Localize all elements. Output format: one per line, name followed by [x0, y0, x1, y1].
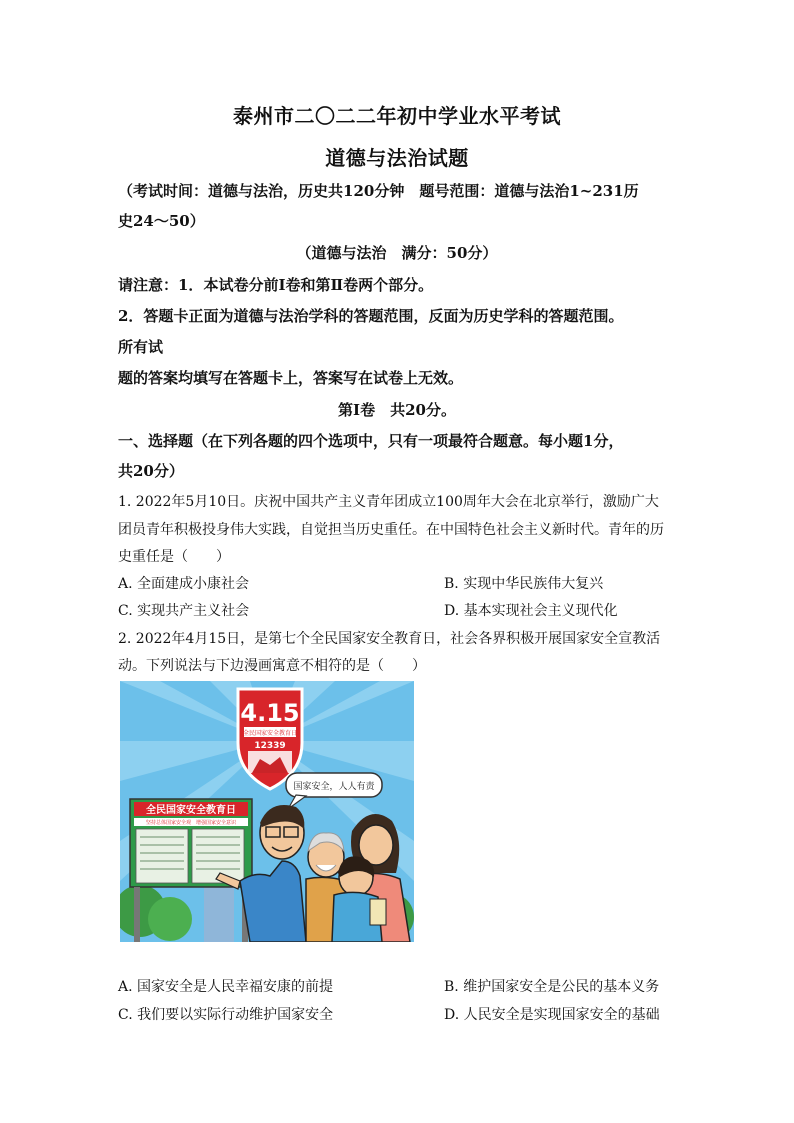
section-heading-line-1: 一、选择题（在下列各题的四个选项中，只有一项最符合题意。每小题1分，: [118, 432, 624, 450]
question-1-option-b: B. 实现中华民族伟大复兴: [444, 576, 604, 592]
board-title: 全民国家安全教育日: [146, 805, 236, 816]
part-title: 第Ⅰ卷 共20分。: [338, 401, 456, 419]
question-1-option-c: C. 实现共产主义社会: [118, 603, 250, 619]
notice-line-3: 所有试: [118, 338, 164, 356]
speech-bubble-text: 国家安全，人人有责: [293, 782, 375, 792]
question-1-line-1: 1. 2022年5月10日。庆祝中国共产主义青年团成立100周年大会在北京举行，激励广大: [118, 494, 659, 510]
board-subtitle: 坚持总体国家安全观 增强国家安全意识: [145, 820, 237, 826]
question-1-option-d: D. 基本实现社会主义现代化: [444, 603, 618, 619]
question-1-line-2: 团员青年积极投身伟大实践，自觉担当历史重任。在中国特色社会主义新时代。青年的历: [118, 522, 664, 538]
exam-info-line-2: 史24～50）: [118, 212, 205, 230]
notice-line-2: 2．答题卡正面为道德与法治学科的答题范围，反面为历史学科的答题范围。: [118, 307, 624, 325]
question-2-option-a: A. 国家安全是人民幸福安康的前提: [118, 979, 334, 995]
national-security-cartoon: [120, 681, 414, 942]
exam-info-line-1: （考试时间：道德与法治，历史共120分钟 题号范围：道德与法治1~231历: [118, 182, 639, 200]
score-line: （道德与法治 满分：50分）: [296, 244, 498, 262]
cartoon-illustration: [120, 681, 414, 942]
question-1-option-a: A. 全面建成小康社会: [118, 576, 250, 592]
question-2-option-d: D. 人民安全是实现国家安全的基础: [444, 1007, 660, 1023]
question-1-line-3: 史重任是（ ）: [118, 549, 230, 565]
section-heading-line-2: 共20分）: [118, 462, 184, 480]
shield-date: 4.15: [240, 699, 300, 727]
shield-caption: 全民国家安全教育日: [242, 730, 298, 737]
shield-number: 12339: [254, 741, 286, 751]
question-2-option-c: C. 我们要以实际行动维护国家安全: [118, 1007, 334, 1023]
notice-line-1: 请注意：1．本试卷分前Ⅰ卷和第Ⅱ卷两个部分。: [118, 276, 434, 294]
exam-subtitle: 道德与法治试题: [325, 146, 469, 170]
exam-title: 泰州市二〇二二年初中学业水平考试: [233, 104, 561, 128]
notice-line-4: 题的答案均填写在答题卡上，答案写在试卷上无效。: [118, 369, 464, 387]
question-2-option-b: B. 维护国家安全是公民的基本义务: [444, 979, 660, 995]
question-2-line-1: 2. 2022年4月15日，是第七个全民国家安全教育日，社会各界积极开展国家安全宣教活: [118, 631, 661, 647]
question-2-line-2: 动。下列说法与下边漫画寓意不相符的是（ ）: [118, 658, 426, 674]
